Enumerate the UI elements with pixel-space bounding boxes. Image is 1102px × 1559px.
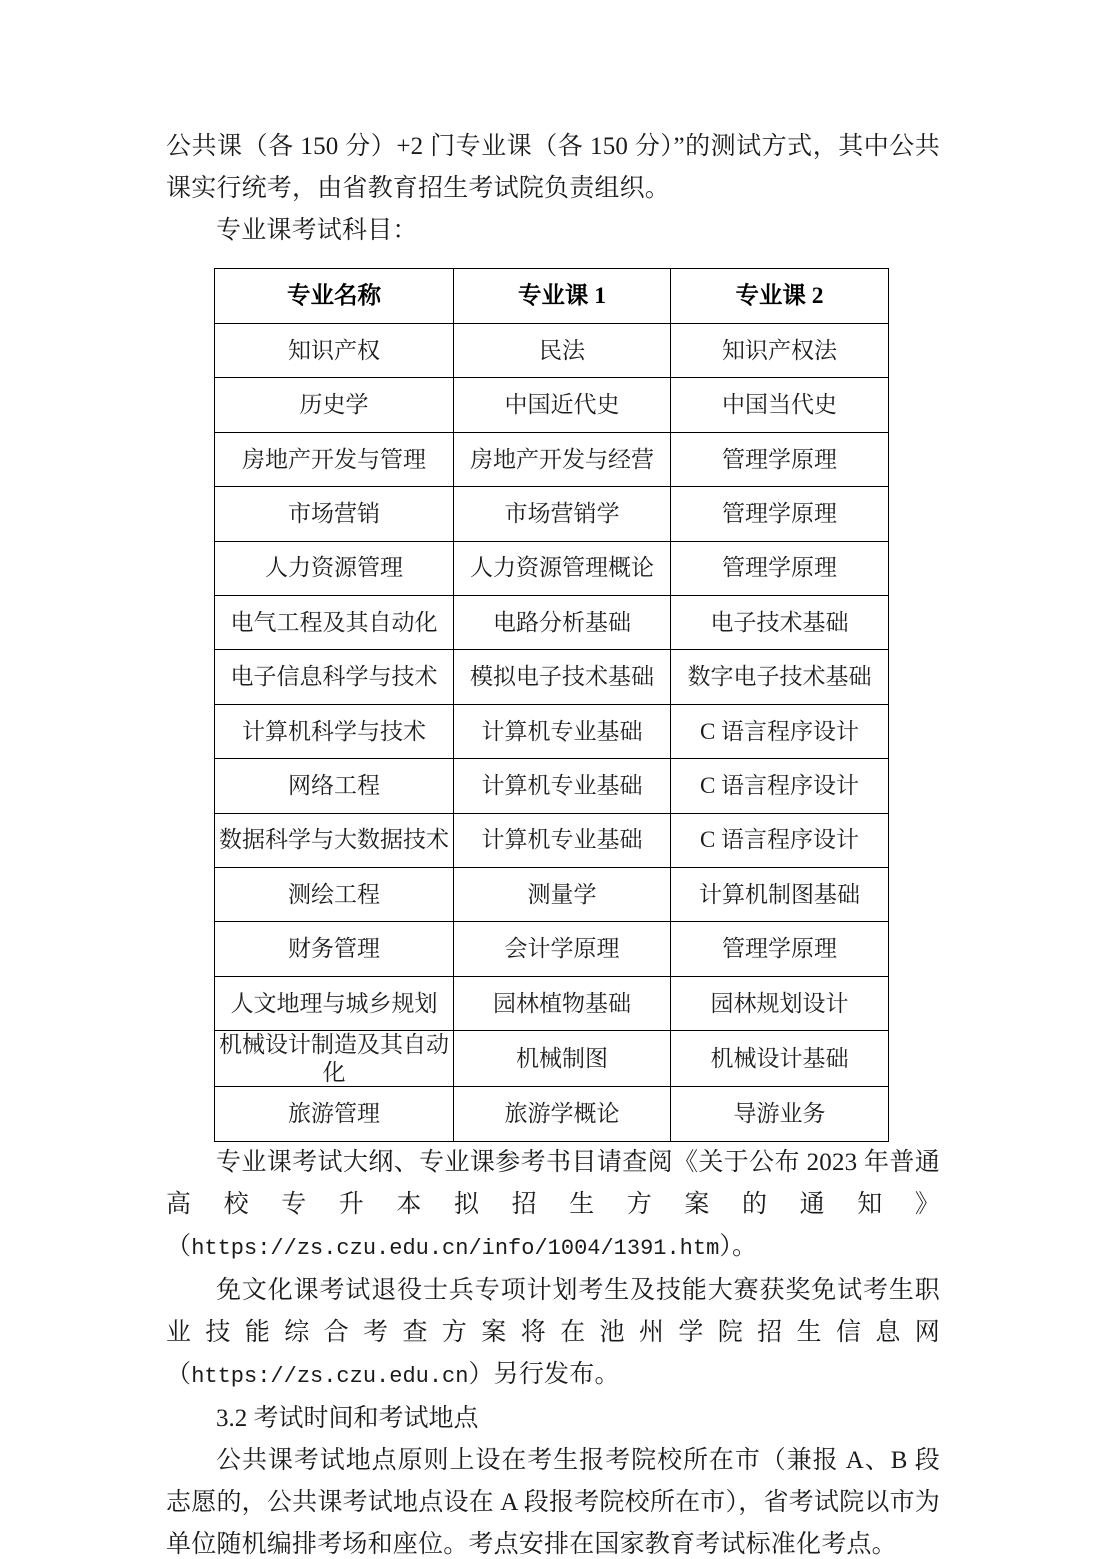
syllabus-url[interactable]: https://zs.czu.edu.cn/info/1004/1391.htm xyxy=(191,1235,720,1261)
cell-course-2: 导游业务 xyxy=(671,1087,889,1141)
page-content xyxy=(166,126,940,1559)
cell-major-name: 测绘工程 xyxy=(215,867,454,921)
cell-course-2: 机械设计基础 xyxy=(671,1031,889,1087)
table-row xyxy=(215,432,889,486)
cell-major-name: 历史学 xyxy=(215,378,454,432)
intro-paragraph-1: 公共课（各 150 分）+2 门专业课（各 150 分）”的测试方式，其中公共课实行统考，由省教育招生考试院负责组织。 xyxy=(166,133,940,202)
cell-course-2: C 语言程序设计 xyxy=(671,759,889,813)
table-row xyxy=(215,595,889,649)
cell-major-name: 财务管理 xyxy=(215,922,454,976)
exemption-text-after: ）另行发布。 xyxy=(468,1360,620,1388)
admissions-site-url[interactable]: https://zs.czu.edu.cn xyxy=(191,1363,469,1389)
table-row xyxy=(215,1087,889,1141)
column-header-major-name: 专业名称 xyxy=(215,269,454,324)
exemption-text-before: 免文化课考试退役士兵专项计划考生及技能大赛获奖免试考生职业技能综合考查方案将在池州学院招生信息网（ xyxy=(166,1276,940,1388)
cell-course-2: 园林规划设计 xyxy=(671,976,889,1030)
intro-paragraph-2: 专业课考试科目： xyxy=(216,217,418,244)
syllabus-text-after: ）。 xyxy=(719,1232,758,1260)
cell-major-name: 机械设计制造及其自动化 xyxy=(215,1031,454,1087)
table-row xyxy=(215,1031,889,1087)
syllabus-paragraph xyxy=(166,1142,940,1270)
cell-major-name: 市场营销 xyxy=(215,487,454,541)
cell-course-1: 会计学原理 xyxy=(454,922,671,976)
cell-course-2: 管理学原理 xyxy=(671,541,889,595)
cell-major-name: 房地产开发与管理 xyxy=(215,432,454,486)
cell-major-name: 网络工程 xyxy=(215,759,454,813)
column-header-course-1: 专业课 1 xyxy=(454,269,671,324)
cell-course-2: 计算机制图基础 xyxy=(671,867,889,921)
table-row xyxy=(215,487,889,541)
cell-course-1: 测量学 xyxy=(454,867,671,921)
table-row xyxy=(215,867,889,921)
cell-major-name: 知识产权 xyxy=(215,324,454,378)
cell-course-2: 管理学原理 xyxy=(671,487,889,541)
table-row xyxy=(215,976,889,1030)
table-header xyxy=(215,269,889,324)
cell-course-2: 数字电子技术基础 xyxy=(671,650,889,704)
cell-course-1: 模拟电子技术基础 xyxy=(454,650,671,704)
exemption-paragraph xyxy=(166,1270,940,1398)
cell-major-name: 电气工程及其自动化 xyxy=(215,595,454,649)
cell-course-1: 市场营销学 xyxy=(454,487,671,541)
cell-course-2: C 语言程序设计 xyxy=(671,704,889,758)
cell-course-2: 管理学原理 xyxy=(671,432,889,486)
table-row xyxy=(215,324,889,378)
cell-course-2: 知识产权法 xyxy=(671,324,889,378)
syllabus-text-before: 专业课考试大纲、专业课参考书目请查阅《关于公布 2023 年普通高校专升本拟招生方案的通知》（ xyxy=(166,1148,940,1260)
cell-course-2: C 语言程序设计 xyxy=(671,813,889,867)
cell-course-2: 中国当代史 xyxy=(671,378,889,432)
table-header-row xyxy=(215,269,889,324)
exam-location-paragraph: 公共课考试地点原则上设在考生报考院校所在市（兼报 A、B 段志愿的，公共课考试地点设在 A 段报考院校所在市），省考试院以市为单位随机编排考场和座位。考点安排在国家教育考试标准化考点。 xyxy=(166,1446,940,1558)
table-row xyxy=(215,541,889,595)
section-heading-3-2: 3.2 考试时间和考试地点 xyxy=(216,1404,479,1432)
cell-course-1: 旅游学概论 xyxy=(454,1087,671,1141)
cell-course-1: 房地产开发与经营 xyxy=(454,432,671,486)
table-body xyxy=(215,324,889,1142)
cell-major-name: 数据科学与大数据技术 xyxy=(215,813,454,867)
cell-course-1: 园林植物基础 xyxy=(454,976,671,1030)
table-row xyxy=(215,704,889,758)
cell-course-1: 电路分析基础 xyxy=(454,595,671,649)
cell-course-1: 中国近代史 xyxy=(454,378,671,432)
column-header-course-2: 专业课 2 xyxy=(671,269,889,324)
table-row xyxy=(215,759,889,813)
subject-table-wrapper xyxy=(214,268,888,1142)
cell-course-2: 管理学原理 xyxy=(671,922,889,976)
cell-course-2: 电子技术基础 xyxy=(671,595,889,649)
subject-exam-table xyxy=(214,268,889,1142)
table-row xyxy=(215,650,889,704)
cell-course-1: 计算机专业基础 xyxy=(454,813,671,867)
cell-major-name: 人文地理与城乡规划 xyxy=(215,976,454,1030)
table-row xyxy=(215,922,889,976)
cell-course-1: 民法 xyxy=(454,324,671,378)
cell-major-name: 旅游管理 xyxy=(215,1087,454,1141)
cell-major-name: 电子信息科学与技术 xyxy=(215,650,454,704)
cell-course-1: 计算机专业基础 xyxy=(454,759,671,813)
cell-major-name: 计算机科学与技术 xyxy=(215,704,454,758)
table-row xyxy=(215,813,889,867)
cell-course-1: 计算机专业基础 xyxy=(454,704,671,758)
cell-major-name: 人力资源管理 xyxy=(215,541,454,595)
cell-course-1: 机械制图 xyxy=(454,1031,671,1087)
table-row xyxy=(215,378,889,432)
cell-course-1: 人力资源管理概论 xyxy=(454,541,671,595)
